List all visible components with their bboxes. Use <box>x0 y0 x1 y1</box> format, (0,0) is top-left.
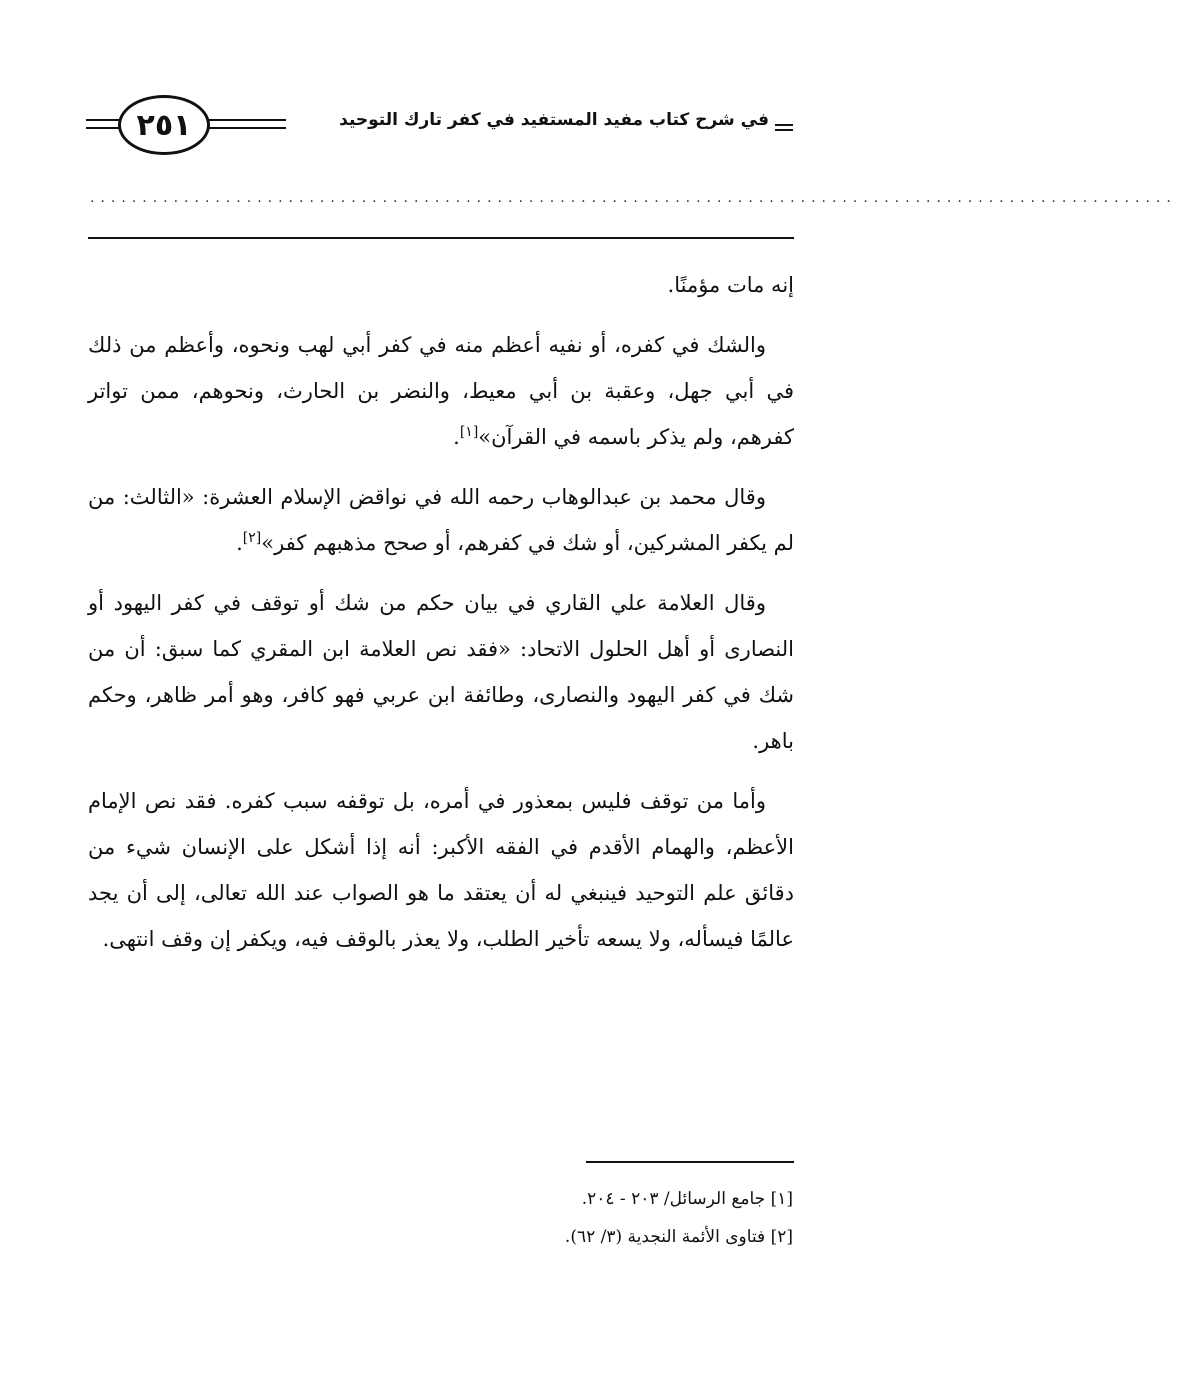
paragraph-text: والشك في كفره، أو نفيه أعظم منه في كفر أبي لهب ونحوه، وأعظم من ذلك في أبي جهل، وعقبة بن أبي معيط، والنضر بن الحارث، ونحوهم، ممن تواتر كفرهم، ولم يذكر باسمه في القرآن» <box>88 333 794 449</box>
book-title <box>339 110 769 130</box>
main-text <box>88 262 794 976</box>
paragraph <box>88 322 794 460</box>
paragraph <box>88 580 794 764</box>
footnote-ref: [٢] <box>242 530 262 546</box>
paragraph <box>88 262 794 308</box>
footnotes <box>87 1180 793 1256</box>
paragraph-text: وقال العلامة علي القاري في بيان حكم من شك أو توقف في كفر اليهود أو النصارى أو أهل الحلول الاتحاد: «فقد نص العلامة ابن المقري كما سبق: أن من شك في كفر اليهود والنصارى، وطائفة ابن عربي فهو كافر، وهو أمر ظاهر، وحكم باهر. <box>88 591 794 753</box>
paragraph-text: وقال محمد بن عبدالوهاب رحمه الله في نواقض الإسلام العشرة: «الثالث: من لم يكفر المشركين، أو شك في كفرهم، أو صحح مذهبهم كفر» <box>88 485 794 555</box>
top-rule <box>88 237 794 239</box>
paragraph-tail: . <box>453 425 460 449</box>
paragraph-text: إنه مات مؤمنًا. <box>667 273 794 297</box>
dotted-separator: ........................................................................................................ <box>90 190 1177 206</box>
page-number: ٢٥١ <box>118 95 210 155</box>
footnote-ref: [١] <box>459 424 479 440</box>
header-rule-right <box>208 119 286 129</box>
paragraph <box>88 778 794 962</box>
paragraph-text: وأما من توقف فليس بمعذور في أمره، بل توقفه سبب كفره. فقد نص الإمام الأعظم، والهمام الأقدم في الفقه الأكبر: أنه إذا أشكل على الإنسان شيء من دقائق علم التوحيد فينبغي له أن يعتقد ما هو الصواب عند الله تعالى، إلى أن يجد عالمًا فيسأله، ولا يسعه تأخير الطلب، ولا يعذر بالوقف فيه، ويكفر إن وقف انتهى. <box>88 789 794 951</box>
book-title-text: في شرح كتاب مفيد المستفيد في كفر تارك التوحيد <box>339 110 769 130</box>
footnote: [٢] فتاوى الأئمة النجدية (٣/ ٦٢). <box>564 1227 793 1247</box>
header-rule-left <box>86 119 120 129</box>
footnote: [١] جامع الرسائل/ ٢٠٣ - ٢٠٤. <box>581 1189 793 1209</box>
footnote-rule <box>586 1161 794 1163</box>
paragraph <box>88 474 794 566</box>
title-rule <box>775 124 793 131</box>
paragraph-tail: . <box>236 531 243 555</box>
page-header <box>0 0 879 170</box>
